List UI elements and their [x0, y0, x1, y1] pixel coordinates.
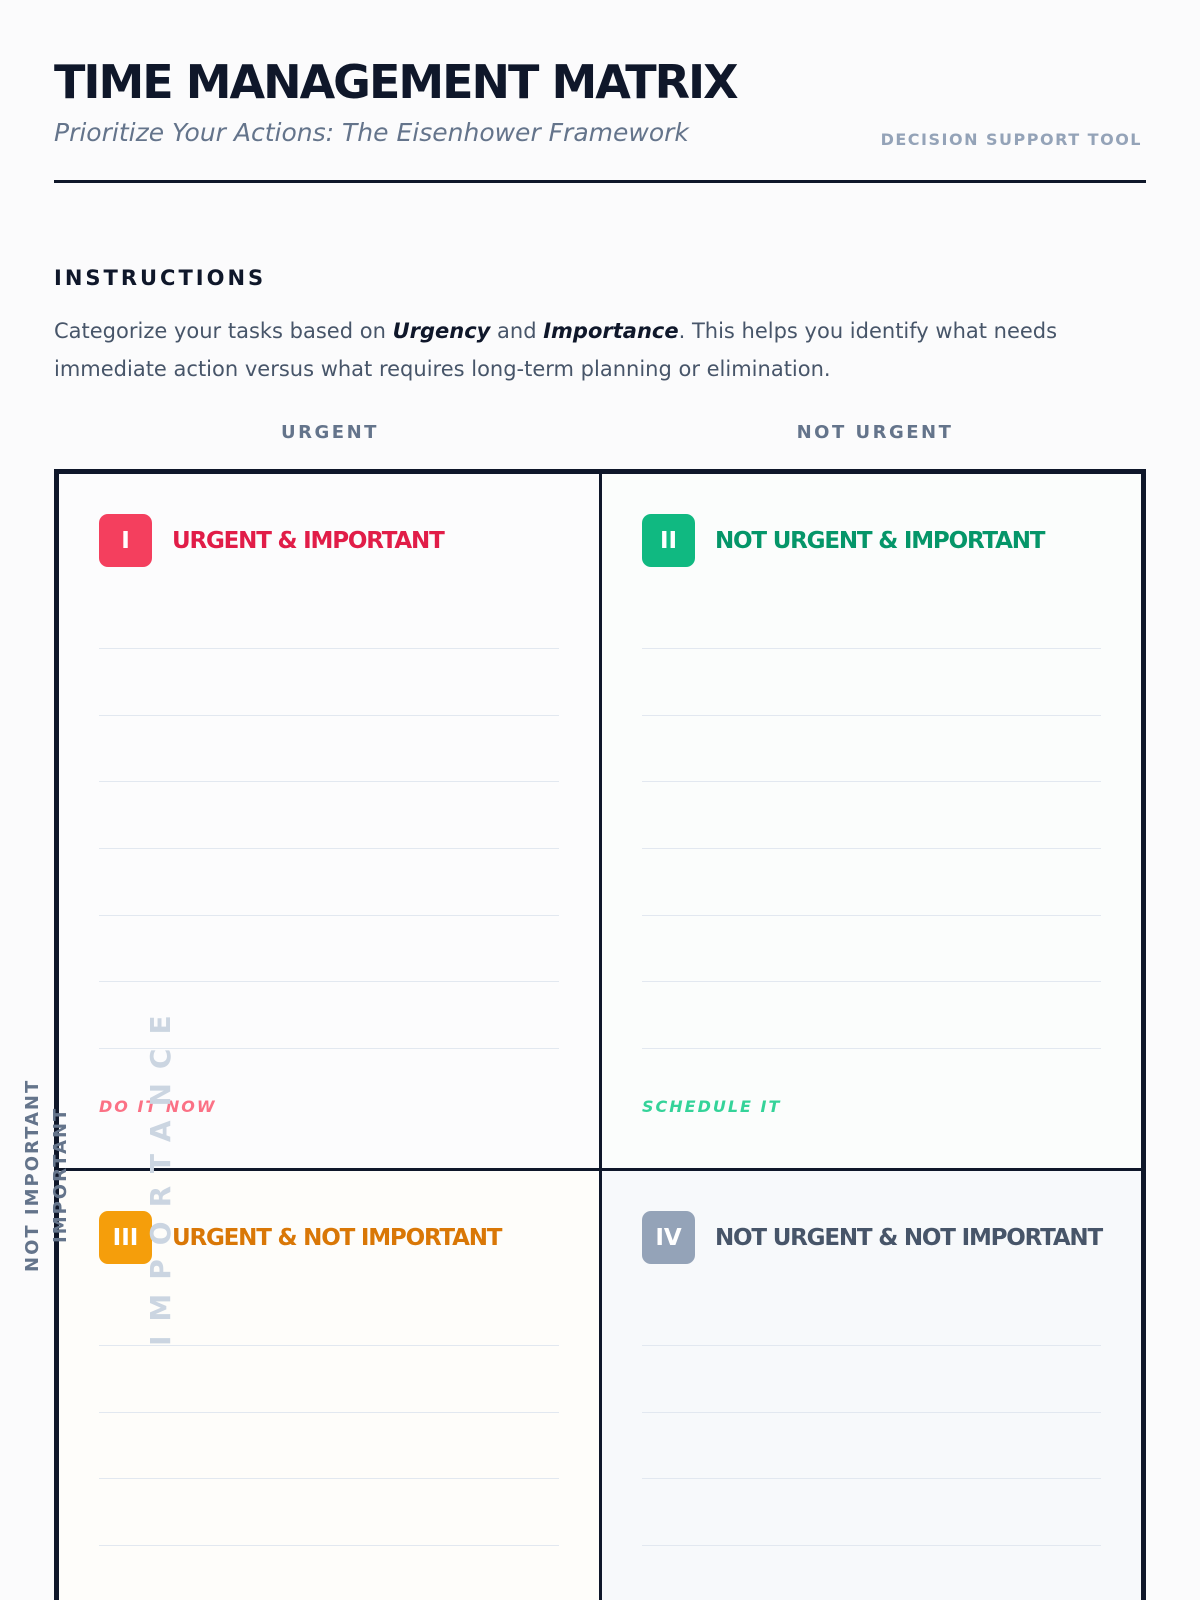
quadrant-title: NOT URGENT & NOT IMPORTANT — [715, 1224, 1102, 1251]
writing-line[interactable] — [642, 915, 1101, 916]
quadrant-badge: III — [99, 1211, 152, 1264]
writing-line[interactable] — [642, 781, 1101, 782]
writing-line[interactable] — [642, 1412, 1101, 1413]
instructions-text — [54, 312, 1146, 388]
writing-lines — [642, 648, 1101, 1115]
writing-line[interactable] — [99, 1478, 559, 1479]
writing-line[interactable] — [99, 848, 559, 849]
writing-lines — [642, 1345, 1101, 1600]
tool-tag: DECISION SUPPORT TOOL — [880, 130, 1142, 149]
term-importance: Importance — [543, 319, 679, 343]
instructions-text-part: and — [490, 319, 544, 343]
quadrant-4 — [602, 1171, 1141, 1600]
writing-line[interactable] — [642, 1345, 1101, 1346]
quadrant-badge: IV — [642, 1211, 695, 1264]
writing-line[interactable] — [642, 715, 1101, 716]
page-subtitle: Prioritize Your Actions: The Eisenhower Framework — [54, 118, 689, 147]
instructions-heading: INSTRUCTIONS — [54, 266, 267, 290]
quadrant-title: URGENT & IMPORTANT — [172, 527, 444, 554]
writing-line[interactable] — [99, 715, 559, 716]
writing-line[interactable] — [99, 981, 559, 982]
quadrant-1 — [59, 474, 602, 1171]
writing-line[interactable] — [99, 915, 559, 916]
writing-line[interactable] — [99, 1545, 559, 1546]
quadrant-header — [642, 1211, 1102, 1264]
quadrant-header — [642, 514, 1044, 567]
importance-axis-label: IMPORTANCE — [144, 1001, 177, 1346]
writing-line[interactable] — [642, 981, 1101, 982]
quadrant-badge: I — [99, 514, 152, 567]
instructions-text-part: . This helps you identify what needs immediate action versus what requires long-term planning or elimination. — [54, 319, 1058, 381]
writing-lines — [99, 1345, 559, 1600]
page-title: TIME MANAGEMENT MATRIX — [54, 55, 737, 109]
quadrant-2 — [602, 474, 1141, 1171]
row-label-important: IMPORTANT — [50, 1106, 71, 1243]
writing-line[interactable] — [99, 648, 559, 649]
action-label: DO IT NOW — [99, 1097, 217, 1116]
quadrant-3 — [59, 1171, 602, 1600]
quadrant-header — [99, 514, 444, 567]
action-label: SCHEDULE IT — [642, 1097, 782, 1116]
row-label-not-important: NOT IMPORTANT — [22, 1078, 43, 1272]
writing-line[interactable] — [642, 1048, 1101, 1049]
quadrant-title: NOT URGENT & IMPORTANT — [715, 527, 1045, 554]
header-divider — [54, 180, 1146, 183]
eisenhower-matrix — [54, 469, 1146, 1600]
header — [54, 52, 1146, 150]
writing-line[interactable] — [642, 1545, 1101, 1546]
column-label-not-urgent: NOT URGENT — [796, 422, 954, 443]
writing-line[interactable] — [99, 781, 559, 782]
writing-line[interactable] — [642, 1478, 1101, 1479]
writing-line[interactable] — [99, 1412, 559, 1413]
writing-line[interactable] — [642, 848, 1101, 849]
instructions-text-part: Categorize your tasks based on — [54, 319, 393, 343]
quadrant-title: URGENT & NOT IMPORTANT — [172, 1224, 502, 1251]
column-label-urgent: URGENT — [281, 422, 379, 443]
term-urgency: Urgency — [392, 319, 491, 343]
writing-line[interactable] — [642, 648, 1101, 649]
quadrant-badge: II — [642, 514, 695, 567]
